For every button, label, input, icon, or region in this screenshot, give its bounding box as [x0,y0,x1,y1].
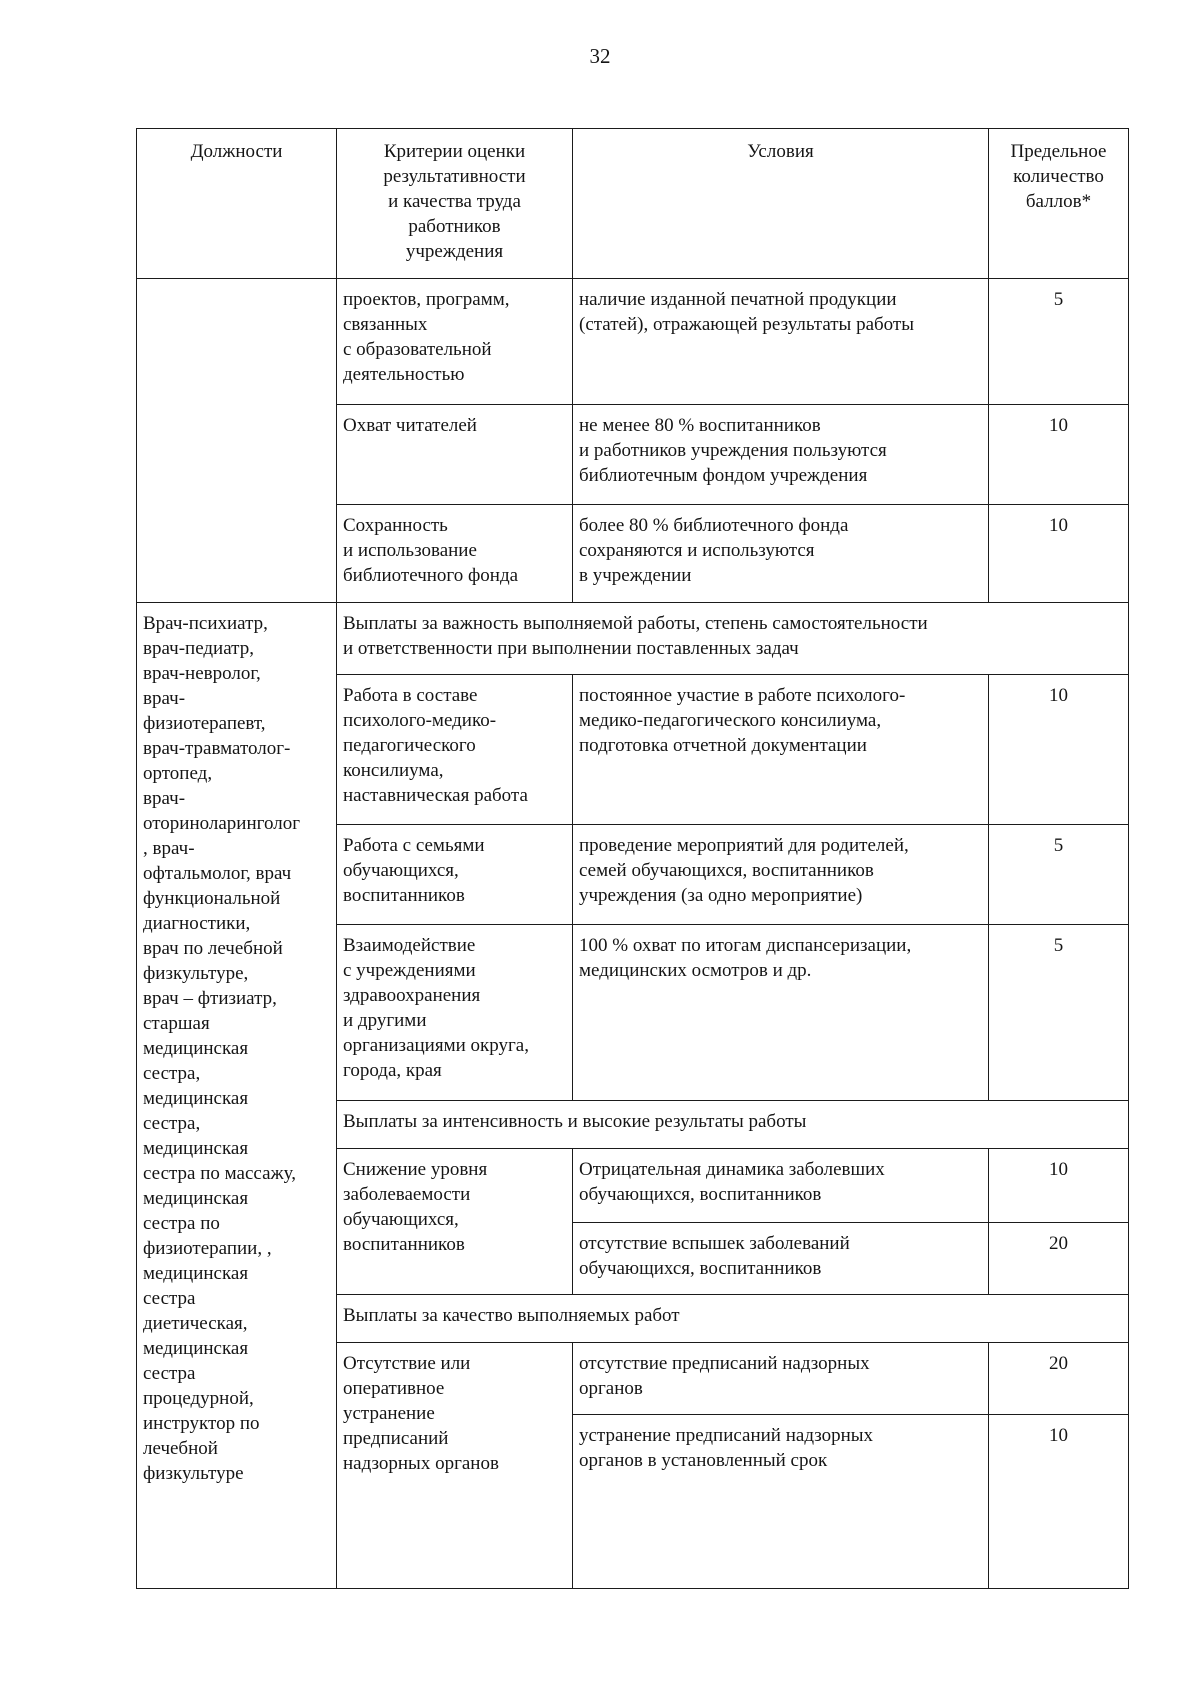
points-cell: 10 [989,1415,1129,1589]
condition-cell: постоянное участие в работе психолого- медико-педагогического консилиума, подготовка отчетной документации [573,675,989,825]
criterion-cell: Отсутствие или оперативное устранение предписаний надзорных органов [337,1343,573,1589]
header-criteria: Критерии оценки результативности и качества труда работников учреждения [337,129,573,279]
condition-cell: Отрицательная динамика заболевших обучающихся, воспитанников [573,1149,989,1223]
header-conditions: Условия [573,129,989,279]
header-max-points: Предельное количество баллов* [989,129,1129,279]
condition-cell: устранение предписаний надзорных органов в установленный срок [573,1415,989,1589]
page-number: 32 [589,44,611,68]
criterion-cell: Снижение уровня заболеваемости обучающихся, воспитанников [337,1149,573,1295]
condition-cell: проведение мероприятий для родителей, семей обучающихся, воспитанников учреждения (за одно мероприятие) [573,825,989,925]
points-cell: 5 [989,925,1129,1101]
criterion-cell: Работа с семьями обучающихся, воспитанников [337,825,573,925]
criterion-cell: Взаимодействие с учреждениями здравоохранения и другими организациями округа, города, края [337,925,573,1101]
section-row-importance [137,603,1129,675]
criterion-cell: Охват читателей [337,405,573,505]
positions-cell-medical: Врач-психиатр, врач-педиатр, врач-невролог, врач- физиотерапевт, врач-травматолог- ортопед, врач- оториноларинголог , врач- офтальмолог, врач функциональной диагностики, врач по лечебной физкультуре, врач – фтизиатр, старшая медицинская сестра, медицинская сестра, медицинская сестра по массажу, медицинская сестра по физиотерапии, , медицинская сестра диетическая, медицинская сестра процедурной, инструктор по лечебной физкультуре [137,603,337,1589]
table-header-row [137,129,1129,279]
points-cell: 10 [989,675,1129,825]
section-heading-quality: Выплаты за качество выполняемых работ [337,1295,1129,1343]
header-positions: Должности [137,129,337,279]
points-cell: 5 [989,825,1129,925]
section-heading-importance: Выплаты за важность выполняемой работы, степень самостоятельности и ответственности при выполнении поставленных задач [337,603,1129,675]
criterion-cell: проектов, программ, связанных с образовательной деятельностью [337,279,573,405]
positions-cell-empty [137,279,337,603]
condition-cell: не менее 80 % воспитанников и работников учреждения пользуются библиотечным фондом учреждения [573,405,989,505]
points-cell: 20 [989,1343,1129,1415]
criteria-table [136,128,1129,1589]
condition-cell: отсутствие вспышек заболеваний обучающихся, воспитанников [573,1223,989,1295]
criterion-cell: Работа в составе психолого-медико- педагогического консилиума, наставническая работа [337,675,573,825]
points-cell: 20 [989,1223,1129,1295]
points-cell: 10 [989,1149,1129,1223]
points-cell: 5 [989,279,1129,405]
section-heading-intensity: Выплаты за интенсивность и высокие результаты работы [337,1101,1129,1149]
condition-cell: 100 % охват по итогам диспансеризации, медицинских осмотров и др. [573,925,989,1101]
condition-cell: наличие изданной печатной продукции (статей), отражающей результаты работы [573,279,989,405]
table-row [137,279,1129,405]
points-cell: 10 [989,405,1129,505]
condition-cell: отсутствие предписаний надзорных органов [573,1343,989,1415]
criterion-cell: Сохранность и использование библиотечного фонда [337,505,573,603]
points-cell: 10 [989,505,1129,603]
condition-cell: более 80 % библиотечного фонда сохраняются и используются в учреждении [573,505,989,603]
